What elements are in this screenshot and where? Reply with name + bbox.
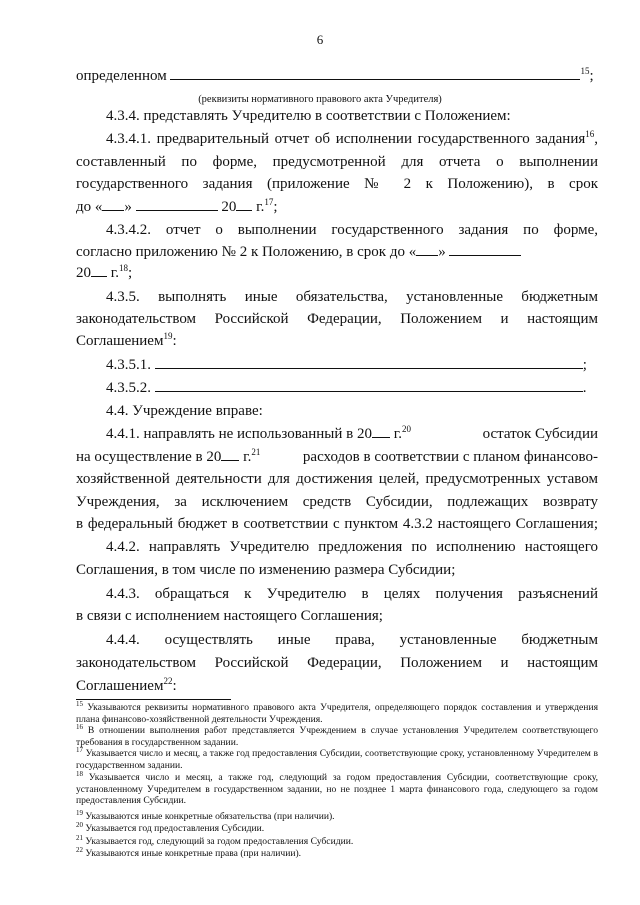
punct: , [594, 131, 598, 147]
text: до « [76, 199, 103, 215]
clause-4-4-4-line2: законодательством Российской Федерации, Положением и настоящим [76, 655, 598, 671]
footnote-number: 22 [76, 846, 83, 854]
clause-4-3-5-1 [106, 355, 587, 375]
text: на осуществление в 20 [76, 449, 222, 465]
footnote-ref-20: 20 [401, 424, 411, 434]
clause-4-4-1-line1 [106, 424, 598, 444]
text: г. [256, 199, 265, 215]
clause-4-4-3-line2: в связи с исполнением настоящего Соглашения; [76, 608, 383, 624]
footnote-number: 16 [76, 723, 83, 731]
punct: ; [273, 199, 278, 215]
clause-4-4-1-line2 [76, 447, 598, 467]
clause-4-3-5-line3 [76, 331, 177, 351]
footnote-text: Указывается год предоставления Субсидии. [85, 823, 265, 834]
punct: ; [127, 265, 133, 281]
footnote-21 [76, 836, 598, 848]
punct: . [582, 380, 587, 396]
clause-4-4-2-line1: 4.4.2. направлять Учредителю предложения по исполнению настоящего [106, 539, 598, 555]
clause-4-4-2-line2: Соглашения, в том числе по изменению размера Субсидии; [76, 562, 456, 578]
text: остаток Субсидии [482, 426, 598, 442]
clause-4-4: 4.4. Учреждение вправе: [106, 403, 263, 419]
text: » [438, 244, 446, 260]
label-determined: определенном [76, 68, 167, 84]
footnote-17 [76, 748, 598, 771]
text: 4.3.5.1. [106, 357, 151, 373]
footnote-18 [76, 772, 598, 807]
clause-4-3-5-line2: законодательством Российской Федерации, Положением и настоящим [76, 311, 598, 327]
punct: : [172, 333, 177, 349]
text: 4.4.1. направлять не использованный в 20 [106, 426, 372, 442]
blank-year [221, 448, 239, 461]
text: 20 [76, 265, 91, 281]
footnote-number: 18 [76, 770, 83, 778]
footnote-ref-17: 17 [264, 197, 274, 207]
clause-4-4-1-line4: Учреждения, за исключением средств Субсидии, подлежащих возврату [76, 494, 598, 510]
blank-day [416, 243, 438, 256]
clause-4-4-3-line1: 4.4.3. обращаться к Учредителю в целях получения разъяснений [106, 586, 598, 602]
clause-4-4-4-line1: 4.4.4. осуществлять иные права, установленные бюджетным [106, 632, 598, 648]
footnote-text: Указываются иные конкретные обязательства (при наличии). [85, 811, 335, 822]
footnote-text: В отношении выполнения работ представляется Учреждением в случае установления Учредителем соответствующего требования в государственном задании. [76, 725, 598, 748]
clause-4-3-4-2-line3 [76, 263, 132, 283]
footnote-22 [76, 848, 598, 860]
text: г. [110, 265, 119, 281]
blank-obligation-1 [155, 356, 583, 369]
blank-obligation-2 [155, 379, 583, 392]
clause-4-3-4-1-line3: государственного задания (приложение № 2 к Положению), в срок [76, 176, 598, 192]
footnote-number: 17 [76, 746, 83, 754]
clause-4-3-4-1-line2: составленный по форме, предусмотренной для отчета о выполнении [76, 154, 598, 170]
clause-4-3-4-2-line1: 4.3.4.2. отчет о выполнении государственного задания по форме, [106, 222, 598, 238]
clause-4-3-5-2 [106, 378, 587, 398]
blank-month [136, 198, 218, 211]
text: » [124, 199, 132, 215]
blank-year [372, 425, 390, 438]
page-number: 6 [316, 32, 324, 47]
blank-year [91, 264, 107, 277]
clause-4-3-4-1-line4 [76, 197, 278, 217]
footnote-20 [76, 823, 598, 835]
text: г. [243, 449, 252, 465]
footnote-number: 21 [76, 834, 83, 842]
text: г. [393, 426, 402, 442]
footnote-15 [76, 702, 598, 725]
footnote-number: 20 [76, 821, 83, 829]
footnote-ref-19: 19 [163, 331, 173, 341]
clause-4-4-1-line3: хозяйственной деятельности для достижения целей, предусмотренных уставом [76, 471, 598, 487]
text: Соглашением [76, 678, 164, 694]
line-determined [76, 66, 594, 86]
footnote-ref-22: 22 [163, 676, 173, 686]
text: расходов в соответствии с планом финансово- [302, 449, 598, 465]
text: согласно приложению № 2 к Положению, в срок до « [76, 244, 417, 260]
clause-4-3-4: 4.3.4. представлять Учредителю в соответствии с Положением: [106, 108, 511, 124]
footnote-16 [76, 725, 598, 748]
text: 20 [221, 199, 237, 215]
blank-month [449, 243, 521, 256]
requisites-caption: (реквизиты нормативного правового акта Учредителя) [198, 94, 442, 105]
footnote-number: 19 [76, 809, 83, 817]
clause-4-3-5-line1: 4.3.5. выполнять иные обязательства, установленные бюджетным [106, 289, 598, 305]
footnote-text: Указывается число и месяц, а также год предоставления Субсидии, соответствующие сроку, установленному Учредителем в государственном задании. [76, 748, 598, 771]
clause-4-4-1-line5: в федеральный бюджет в соответствии с пунктом 4.3.2 настоящего Соглашения; [76, 516, 598, 532]
footnote-separator [76, 699, 231, 700]
text: 4.3.4.1. предварительный отчет об исполнении государственного задания [106, 131, 586, 147]
punct: ; [589, 68, 594, 84]
footnote-19 [76, 811, 598, 823]
footnote-ref-18: 18 [118, 263, 128, 273]
footnote-ref-21: 21 [251, 447, 261, 457]
text: 4.3.5.2. [106, 380, 151, 396]
clause-4-4-4-line3 [76, 676, 177, 696]
blank-requisites [170, 67, 580, 80]
footnote-text: Указываются реквизиты нормативного правового акта Учредителя, определяющего порядок составления и утверждения плана финансово-хозяйственной деятельности Учреждения. [76, 702, 598, 725]
clause-4-3-4-1-line1 [106, 129, 598, 149]
blank-day [102, 198, 124, 211]
footnote-text: Указывается число и месяц, а также год, следующий за годом предоставления Субсидии, соответствующие сроку, установленному Учредителем в государственном задании, но не позднее 1 марта финансового года, следующего за годом предоставления Субсидии. [76, 772, 598, 807]
footnote-text: Указывается год, следующий за годом предоставления Субсидии. [85, 836, 354, 847]
footnote-number: 15 [76, 700, 83, 708]
footnote-ref-15: 15 [580, 66, 590, 76]
text: Соглашением [76, 333, 164, 349]
punct: : [172, 678, 177, 694]
footnote-text: Указываются иные конкретные права (при наличии). [85, 848, 302, 859]
blank-year [236, 198, 252, 211]
clause-4-3-4-2-line2 [76, 242, 521, 262]
footnote-ref-16: 16 [585, 129, 595, 139]
punct: ; [582, 357, 587, 373]
